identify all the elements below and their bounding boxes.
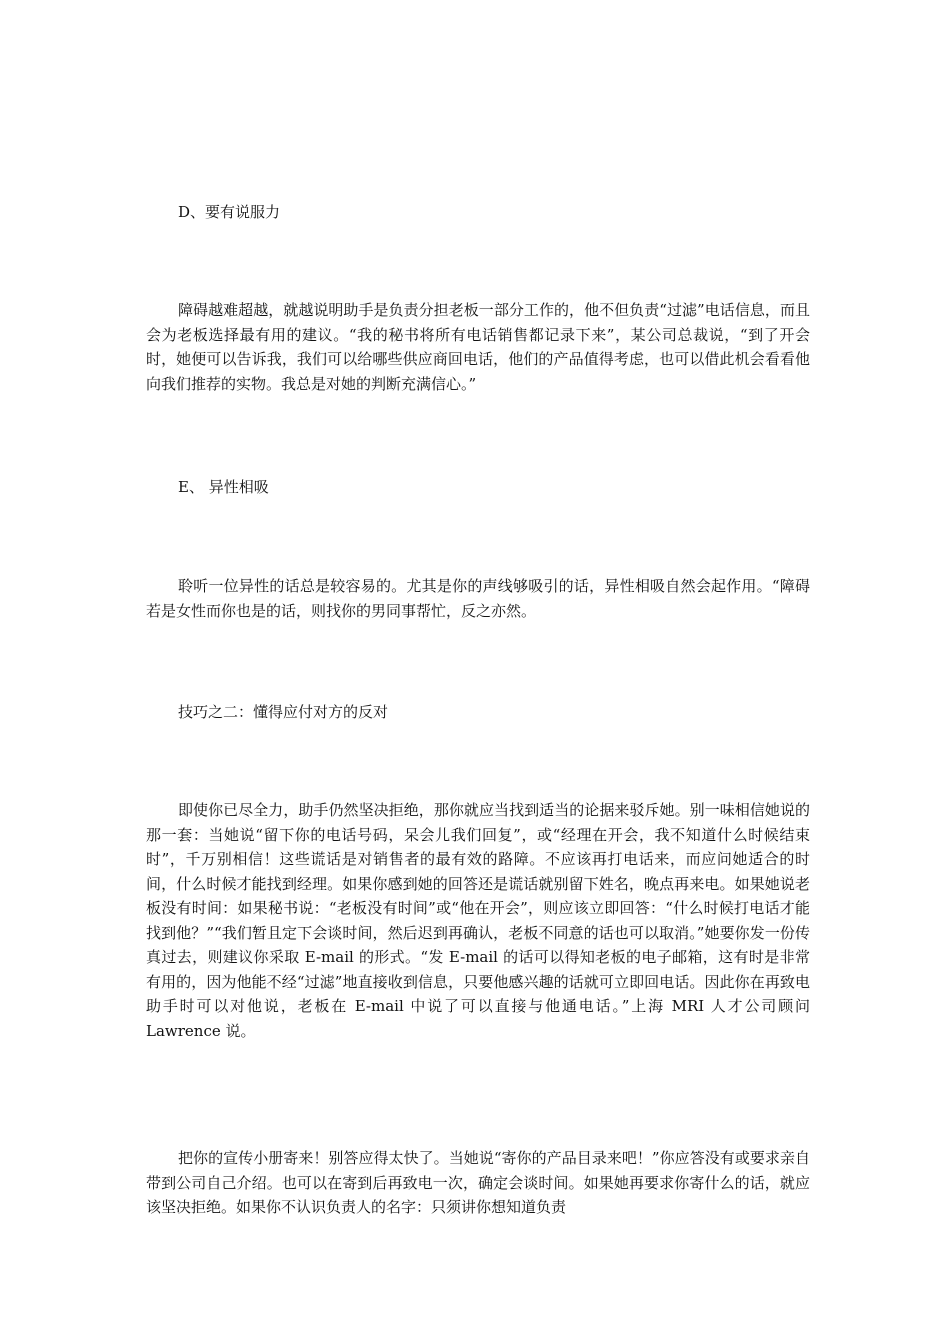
paragraph-tip-2: 即使你已尽全力，助手仍然坚决拒绝，那你就应当找到适当的论据来驳斥她。别一味相信她说的那一套：当她说“留下你的电话号码，呆会儿我们回复”，或“经理在开会，我不知道什么时候结束时”，千万别相信！这些谎话是对销售者的最有效的路障。不应该再打电话来，而应问她适合的时间，什么时候才能找到经理。如果你感到她的回答还是谎话就别留下姓名，晚点再来电。如果她说老板没有时间：如果秘书说：“老板没有时间”或“他在开会”，则应该立即回答：“什么时候打电话才能找到他？”“我们暂且定下会谈时间，然后迟到再确认，老板不同意的话也可以取消。”她要你发一份传真过去，则建议你采取 E-mail 的形式。“发 E-mail 的话可以得知老板的电子邮箱，这有时是非常有用的，因为他能不经“过滤”地直接收到信息，只要他感兴趣的话就可立即回电话。因此你在再致电助手时可以对他说，老板在 E-mail 中说了可以直接与他通电话。”上海 MRI 人才公司顾问 Lawrence 说。 (146, 801, 810, 1040)
heading-d: D、要有说服力 (178, 203, 281, 221)
heading-e: E、 异性相吸 (178, 478, 269, 496)
heading-tip-2: 技巧之二：懂得应付对方的反对 (178, 703, 389, 721)
paragraph-d: 障碍越难超越，就越说明助手是负责分担老板一部分工作的，他不但负责“过滤”电话信息，而且会为老板选择最有用的建议。“我的秘书将所有电话销售都记录下来”，某公司总裁说，“到了开会时，她便可以告诉我，我们可以给哪些供应商回电话，他们的产品值得考虑，也可以借此机会看看他向我们推荐的实物。我总是对她的判断充满信心。” (146, 301, 810, 393)
paragraph-brochure: 把你的宣传小册寄来！别答应得太快了。当她说“寄你的产品目录来吧！”你应答没有或要求亲自带到公司自己介绍。也可以在寄到后再致电一次，确定会谈时间。如果她再要求你寄什么的话，就应该坚决拒绝。如果你不认识负责人的名字：只须讲你想知道负责 (146, 1149, 810, 1216)
paragraph-e: 聆听一位异性的话总是较容易的。尤其是你的声线够吸引的话，异性相吸自然会起作用。“障碍若是女性而你也是的话，则找你的男同事帮忙，反之亦然。 (146, 577, 810, 620)
